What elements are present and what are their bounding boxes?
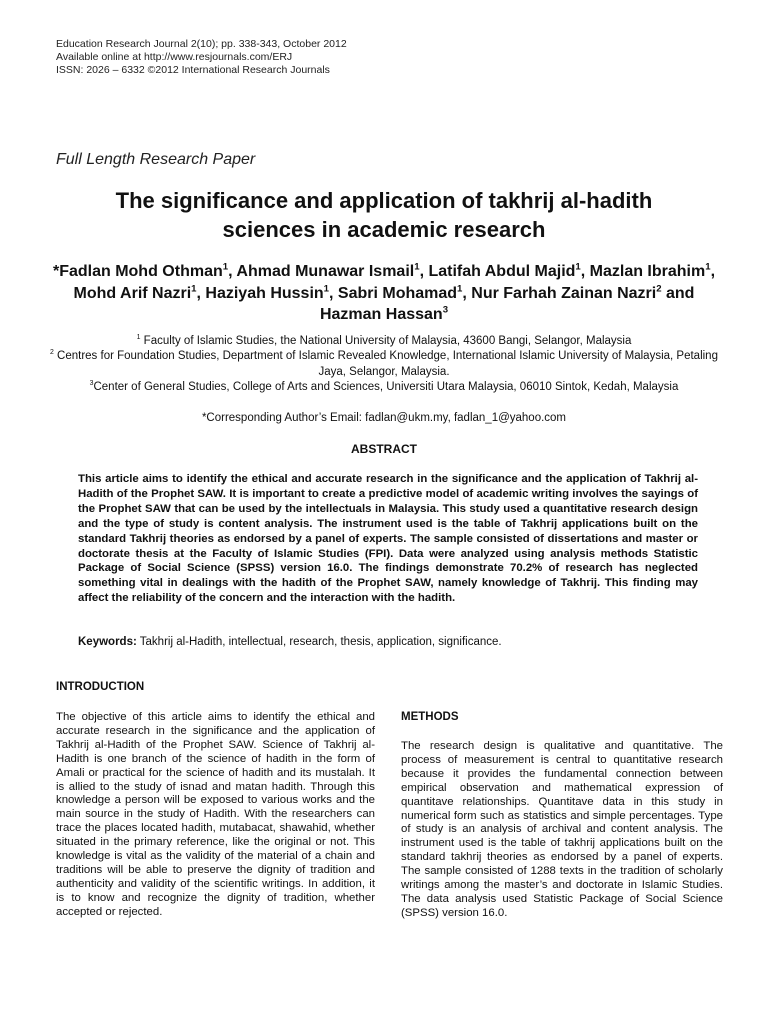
author: *Fadlan Mohd Othman$^1$,	[52, 261, 237, 280]
paper-title	[40, 186, 728, 244]
paper-type: Full Length Research Paper	[56, 151, 256, 168]
author: Sabri Mohamad$^1$,	[337, 283, 472, 302]
introduction-heading: INTRODUCTION	[56, 681, 145, 693]
abstract-body: This article aims to identify the ethical and accurate research in the significance and the application of Takhrij al-Hadith of the Prophet SAW. It is important to create a predictive model of academic writing involves the sayings of the Prophet SAW that can be used by the intellectuals in Malaysia. This study used a quantitative research design and the type of study is content analysis. The instrument used is the table of Takhrij applications built on the standard Takhrij theories as endorsed by a panel of experts. The sample consisted of dissertations and master or doctorate thesis at the Faculty of Islamic Studies (FPI). Data were analyzed using analysis methods Statistic Package of Social Science (SPSS) version 16.0. The findings demonstrate 70.2% of research has neglected something vital in dealings with the hadith of the Prophet SAW, namely knowledge of Takhrij. This finding may affect the reliability of the concern and the interaction with the hadith.	[78, 473, 698, 605]
author: Haziyah Hussin$^1$,	[205, 283, 338, 302]
author: Latifah Abdul Majid$^1$,	[428, 261, 590, 280]
affiliation: $^2$ Centres for Foundation Studies, Department of Islamic Revealed Knowledge, International Islamic University of Malaysia, Petaling Jaya, Selangor, Malaysia.	[50, 349, 718, 378]
affiliations	[40, 334, 728, 395]
journal-header	[56, 38, 347, 77]
author-list	[44, 261, 724, 326]
keywords-label: Keywords:	[78, 636, 137, 648]
journal-url: Available online at http://www.resjournals.com/ERJ	[56, 51, 293, 63]
keywords	[78, 636, 698, 648]
corresponding-author-email: *Corresponding Author’s Email: fadlan@ukm.my, fadlan_1@yahoo.com	[201, 412, 567, 424]
author: Mazlan Ibrahim$^1$,	[589, 261, 716, 280]
keywords-list: Takhrij al-Hadith, intellectual, research, thesis, application, significance.	[136, 636, 502, 648]
journal-citation: Education Research Journal 2(10); pp. 338-343, October 2012	[56, 38, 347, 50]
author: Nur Farhah Zainan Nazri$^2$ and	[471, 283, 695, 302]
methods-heading: METHODS	[401, 711, 459, 723]
author: Hazman Hassan$^3$	[319, 304, 449, 323]
author: Mohd Arif Nazri$^1$,	[73, 283, 206, 302]
author: Ahmad Munawar Ismail$^1$,	[236, 261, 429, 280]
affiliation: $^1$ Faculty of Islamic Studies, the National University of Malaysia, 43600 Bangi, Selangor, Malaysia	[136, 334, 632, 347]
affiliation: $^3$Center of General Studies, College of Arts and Sciences, Universiti Utara Malaysia, 06010 Sintok, Kedah, Malaysia	[89, 380, 679, 393]
journal-issn: ISSN: 2026 – 6332 ©2012 International Research Journals	[56, 64, 330, 76]
title-line-1: The significance and application of takhrij al-hadith	[115, 188, 653, 213]
abstract-heading: ABSTRACT	[351, 442, 417, 456]
introduction-body: The objective of this article aims to identify the ethical and accurate research in the significance and the application of Takhrij al-Hadith of the Prophet SAW. Science of Takhrij al-Hadith is one branch of the science of hadith in the form of Amali or practical for the science of hadith and its mustalah. It is allied to the study of isnad and matan hadith. Through this knowledge a person will be exposed to various works and the main source in the study of Hadith. With the researchers can trace the places located hadith, mutabacat, shawahid, whether situated in the primary reference, like the original or not. This knowledge is vital as the validity of the material of a chain and traditions will be able to preserve the dignity of tradition and authenticity and validity of the scientific writings. In addition, it is to know and recognize the dignity of tradition, whether accepted or rejected.	[56, 711, 375, 918]
title-line-2: sciences in academic research	[222, 217, 546, 242]
methods-body: The research design is qualitative and quantitative. The process of measurement is central to quantitative research because it provides the fundamental connection between empirical observation and mathematical expression of quantitave relationships. Quantitave data in this study in numerical form such as statistics and simple percentages. Type of study is an analysis of archival and content analysis. The instrument used is the table of takhrij applications built on the standard takhrij theories as endorsed by a panel of experts. The sample consisted of 1288 texts in the tradition of scholarly writings among the master’s and doctorate in Islamic Studies. The data analysis used Statistic Package of Social Science (SPSS) version 16.0.	[401, 740, 723, 919]
